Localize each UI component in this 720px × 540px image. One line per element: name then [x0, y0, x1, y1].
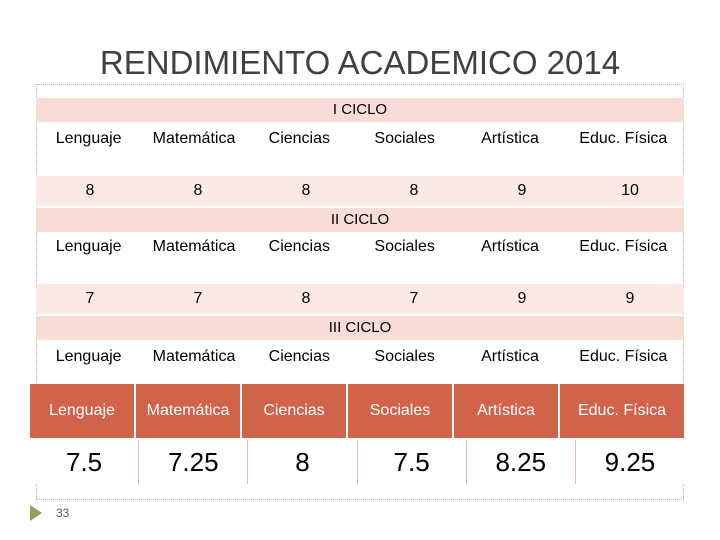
page-number: 33	[56, 506, 70, 520]
subject-sociales: Sociales	[374, 348, 435, 365]
ciclo1-subject-row	[36, 124, 684, 174]
subject-ciencias: Ciencias	[268, 238, 330, 255]
ciclo3-subject-row	[36, 342, 684, 382]
subject-sociales: Sociales	[374, 238, 435, 255]
score-cell: 8	[248, 440, 357, 484]
highlight-subject-ciencias: Ciencias	[242, 384, 346, 438]
top-divider	[36, 84, 684, 85]
slide-footer	[30, 505, 69, 521]
score-cell: 10	[621, 182, 639, 199]
highlight-subject-matematica: Matemática	[136, 384, 240, 438]
subject-lenguaje: Lenguaje	[55, 348, 122, 365]
score-cell: 8.25	[467, 440, 576, 484]
score-cell: 8	[301, 182, 311, 199]
subject-matematica: Matemática	[152, 348, 236, 365]
page-title: RENDIMIENTO ACADEMICO 2014	[99, 44, 621, 81]
score-cell: 7	[85, 290, 95, 307]
score-cell: 7	[193, 290, 203, 307]
score-cell: 8	[193, 182, 203, 199]
score-cell: 9	[517, 290, 527, 307]
subject-ciencias: Ciencias	[268, 348, 330, 365]
ciclo2-label: II CICLO	[36, 208, 684, 232]
score-cell: 9.25	[576, 440, 684, 484]
subject-artistica: Artística	[481, 238, 539, 255]
score-cell: 9	[625, 290, 635, 307]
subject-lenguaje: Lenguaje	[55, 130, 122, 147]
highlight-subject-artistica: Artística	[454, 384, 558, 438]
ciclo1-label: I CICLO	[36, 98, 684, 122]
ciclo3-label: III CICLO	[36, 316, 684, 340]
subject-educ-fisica: Educ. Física	[579, 238, 668, 255]
subject-matematica: Matemática	[152, 238, 236, 255]
subject-sociales: Sociales	[374, 130, 435, 147]
subject-educ-fisica: Educ. Física	[579, 130, 668, 147]
bullet-arrow-icon	[30, 505, 42, 521]
subject-artistica: Artística	[481, 348, 539, 365]
score-cell: 7	[409, 290, 419, 307]
subject-educ-fisica: Educ. Física	[579, 348, 668, 365]
subject-lenguaje: Lenguaje	[55, 238, 122, 255]
ciclo2-subject-row	[36, 232, 684, 282]
subject-artistica: Artística	[481, 130, 539, 147]
score-cell: 9	[517, 182, 527, 199]
highlight-subject-educ-fisica: Educ. Física	[560, 384, 684, 438]
ciclo3-values-row	[30, 440, 684, 484]
score-cell: 8	[301, 290, 311, 307]
score-cell: 7.5	[358, 440, 467, 484]
score-cell: 7.5	[30, 440, 139, 484]
highlight-subject-lenguaje: Lenguaje	[30, 384, 134, 438]
score-cell: 8	[409, 182, 419, 199]
highlight-subject-sociales: Sociales	[348, 384, 452, 438]
ciclo3-highlight-header-row	[30, 384, 684, 438]
ciclo2-values-row	[36, 284, 684, 314]
score-cell: 8	[85, 182, 95, 199]
score-cell: 7.25	[139, 440, 248, 484]
subject-matematica: Matemática	[152, 130, 236, 147]
ciclo1-values-row	[36, 176, 684, 206]
subject-ciencias: Ciencias	[268, 130, 330, 147]
bottom-divider	[36, 499, 684, 500]
